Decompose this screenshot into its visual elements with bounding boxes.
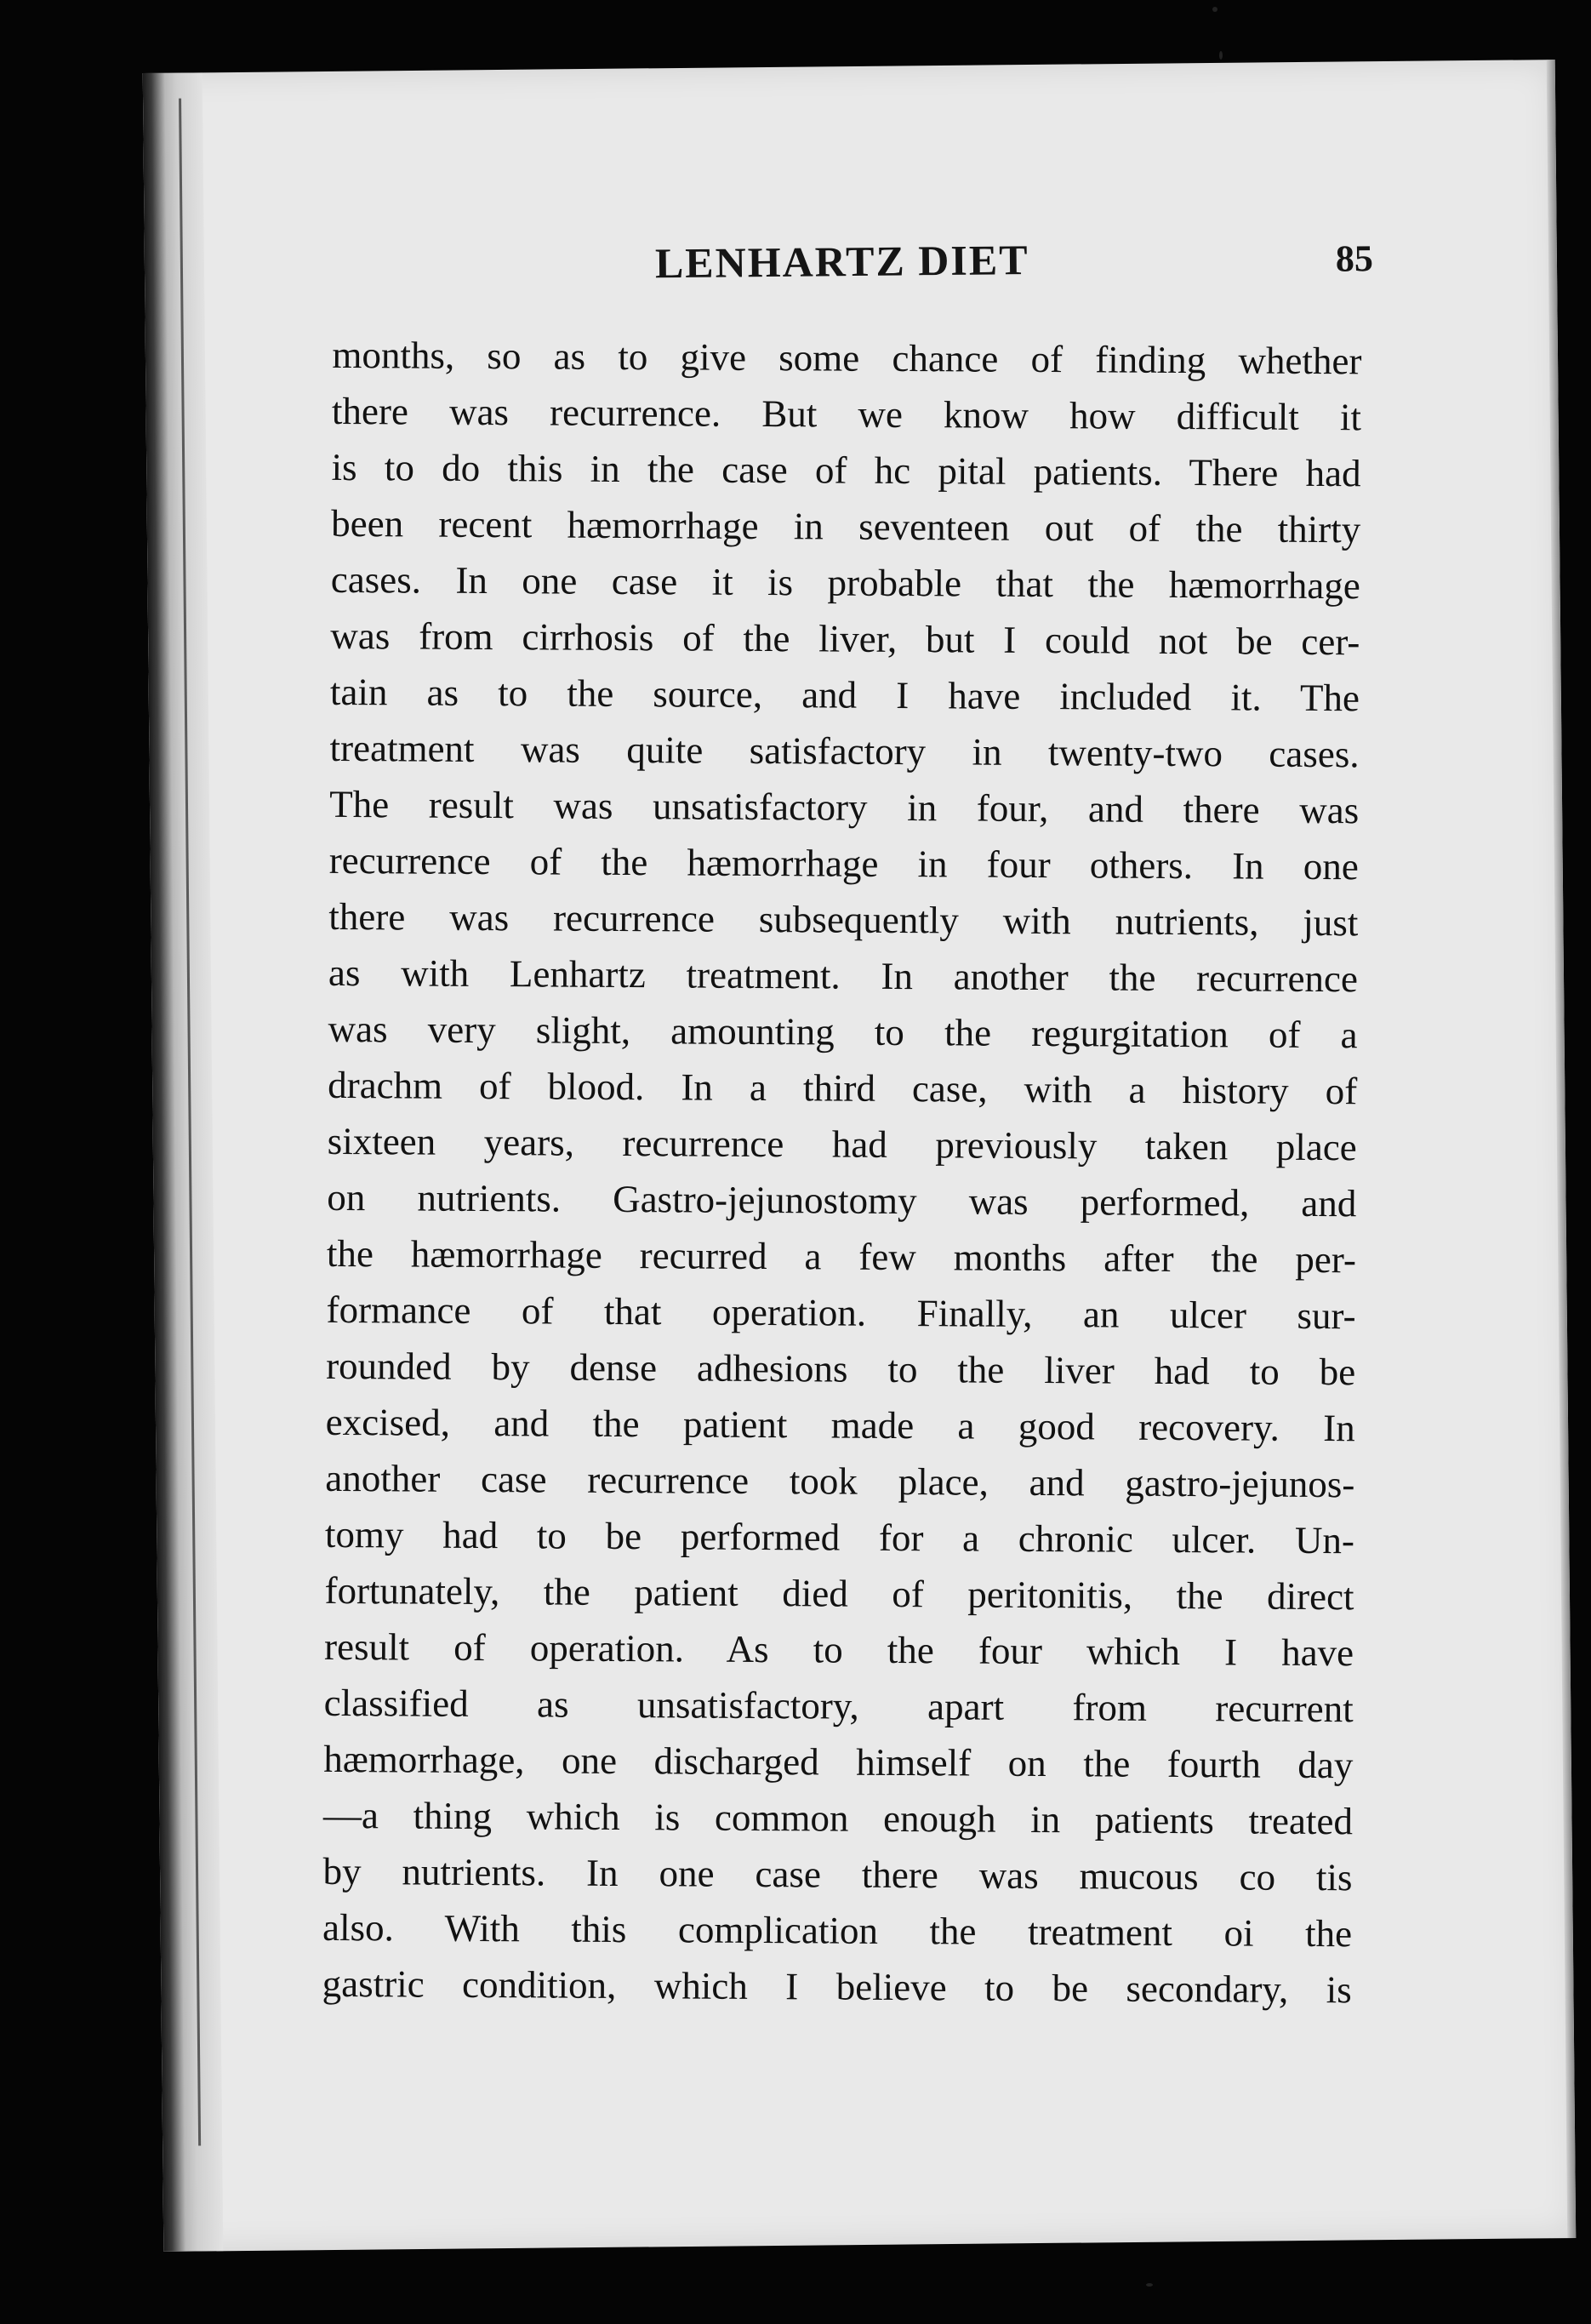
text-line: sixteen years, recurrence had previously taken place (327, 1119, 1357, 1169)
text-line: as with Lenhartz treatment. In another the recurrence (328, 951, 1359, 1001)
binding-shadow-line (179, 99, 201, 2146)
running-title: LENHARTZ DIET (654, 236, 1029, 288)
page-right-edge (1547, 60, 1577, 2238)
text-line: is to do this in the case of hc pital patients. There had (331, 445, 1361, 495)
text-line: on nutrients. Gastro-jejunostomy was performed, and (327, 1175, 1357, 1225)
text-line: treatment was quite satisfactory in twenty-two cases. (329, 726, 1360, 776)
text-line: by nutrients. In one case there was mucous co tis (322, 1849, 1353, 1899)
text-line: was very slight, amounting to the regurgitation of a (328, 1007, 1358, 1057)
page-binding-gutter (143, 72, 224, 2252)
scan-speck (1146, 2283, 1153, 2287)
text-line: formance of that operation. Finally, an ulcer sur- (326, 1288, 1356, 1338)
text-line: there was recurrence. But we know how difficult it (331, 389, 1362, 439)
text-line: rounded by dense adhesions to the liver had to be (326, 1344, 1356, 1394)
text-line: —a thing which is common enough in patients treated (322, 1793, 1354, 1843)
text-line: was from cirrhosis of the liver, but I could not be cer- (330, 614, 1360, 664)
text-line: months, so as to give some chance of finding whether (332, 333, 1362, 383)
text-line: drachm of blood. In a third case, with a history of (328, 1063, 1358, 1113)
text-line: fortunately, the patient died of peritonitis, the direct (324, 1568, 1354, 1619)
text-line: also. With this complication the treatment oi the (322, 1905, 1353, 1956)
text-line: result of operation. As to the four which I have (323, 1625, 1354, 1675)
text-line: cases. In one case it is probable that the hæmorrhage (330, 557, 1360, 608)
text-line: excised, and the patient made a good recovery. In (325, 1400, 1355, 1450)
scan-speck (1219, 51, 1223, 60)
body-text (322, 327, 1362, 2018)
text-line: been recent hæmorrhage in seventeen out of the thirty (331, 501, 1361, 551)
scan-speck (1212, 7, 1217, 12)
text-line: recurrence of the hæmorrhage in four others. In one (328, 838, 1359, 888)
text-line: tain as to the source, and I have included it. The (329, 670, 1360, 720)
text-line: the hæmorrhage recurred a few months after the per- (326, 1231, 1357, 1282)
page-number: 85 (1335, 237, 1374, 280)
running-header (145, 230, 1558, 303)
text-line: tomy had to be performed for a chronic ulcer. Un- (324, 1512, 1355, 1562)
text-line: The result was unsatisfactory in four, and there was (329, 782, 1360, 832)
text-line: gastric condition, which I believe to be secondary, is (322, 1961, 1352, 2012)
text-line: there was recurrence subsequently with nutrients, just (328, 894, 1359, 945)
text-line: another case recurrence took place, and gastro-jejunos- (325, 1456, 1355, 1506)
text-line: classified as unsatisfactory, apart from recurrent (323, 1681, 1354, 1731)
text-line: hæmorrhage, one discharged himself on the fourth day (323, 1737, 1354, 1787)
book-page (143, 60, 1576, 2252)
